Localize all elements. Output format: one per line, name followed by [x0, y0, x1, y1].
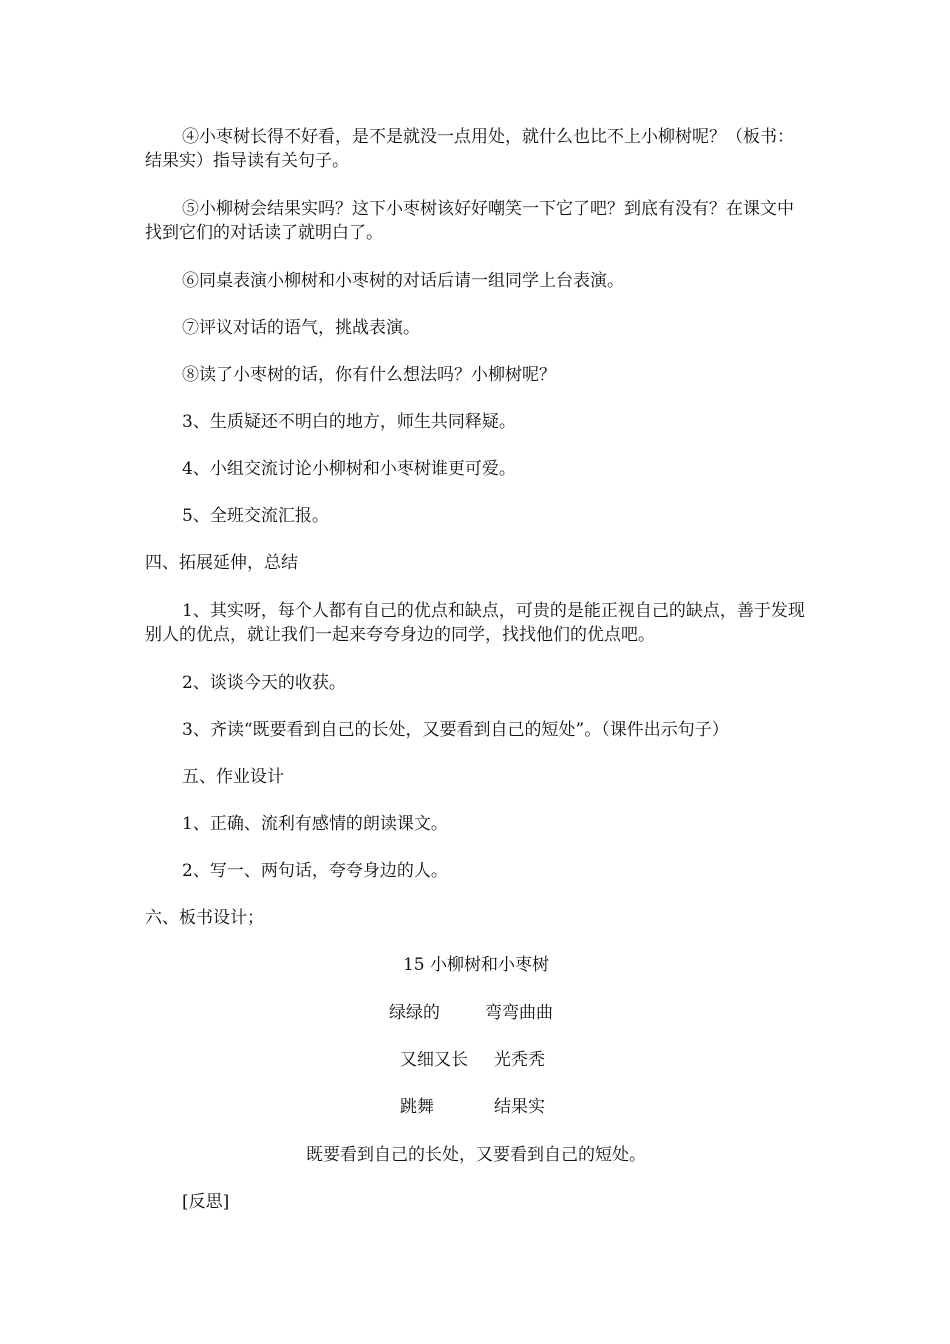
board-row1-left: 绿绿的 [389, 1003, 440, 1023]
paragraph-item-4: 4、小组交流讨论小柳树和小枣树谁更可爱。 [182, 459, 516, 479]
section-heading-5: 五、作业设计 [182, 767, 284, 787]
paragraph-step-6: ⑥同桌表演小柳树和小枣树的对话后请一组同学上台表演。 [182, 271, 624, 291]
paragraph-step-7: ⑦评议对话的语气，挑战表演。 [182, 318, 420, 338]
paragraph-homework-2: 2、写一、两句话，夸夸身边的人。 [182, 861, 448, 881]
paragraph-extend-2: 2、谈谈今天的收获。 [182, 673, 346, 693]
paragraph-extend-3: 3、齐读“既要看到自己的长处，又要看到自己的短处”。（课件出示句子） [182, 720, 729, 740]
paragraph-step-5: ⑤小柳树会结果实吗？这下小枣树该好好嘲笑一下它了吧？到底有没有？在课文中找到它们的对话读了就明白了。 [145, 199, 794, 243]
board-summary: 既要看到自己的长处，又要看到自己的短处。 [306, 1145, 646, 1165]
paragraph-item-5: 5、全班交流汇报。 [182, 506, 329, 526]
paragraph-homework-1: 1、正确、流利有感情的朗读课文。 [182, 814, 448, 834]
reflection-heading: [反思] [182, 1192, 230, 1212]
board-row3-left: 跳舞 [400, 1097, 434, 1117]
board-row2-left: 又细又长 [400, 1050, 468, 1070]
paragraph-step-4: ④小枣树长得不好看，是不是就没一点用处，就什么也比不上小柳树呢？（板书：结果实）指导读有关句子。 [145, 127, 794, 171]
section-heading-6: 六、板书设计； [145, 908, 264, 928]
board-row3-right: 结果实 [494, 1097, 545, 1117]
board-title: 15 小柳树和小枣树 [402, 955, 550, 975]
board-row2-right: 光秃秃 [494, 1050, 545, 1070]
paragraph-item-3: 3、生质疑还不明白的地方，师生共同释疑。 [182, 412, 516, 432]
board-row1-right: 弯弯曲曲 [485, 1003, 553, 1023]
paragraph-extend-1: 1、其实呀，每个人都有自己的优点和缺点，可贵的是能正视自己的缺点，善于发现别人的优点，就让我们一起来夸夸身边的同学，找找他们的优点吧。 [145, 601, 805, 645]
section-heading-4: 四、拓展延伸，总结 [145, 553, 298, 573]
paragraph-step-8: ⑧读了小枣树的话，你有什么想法吗？小柳树呢？ [182, 365, 556, 385]
